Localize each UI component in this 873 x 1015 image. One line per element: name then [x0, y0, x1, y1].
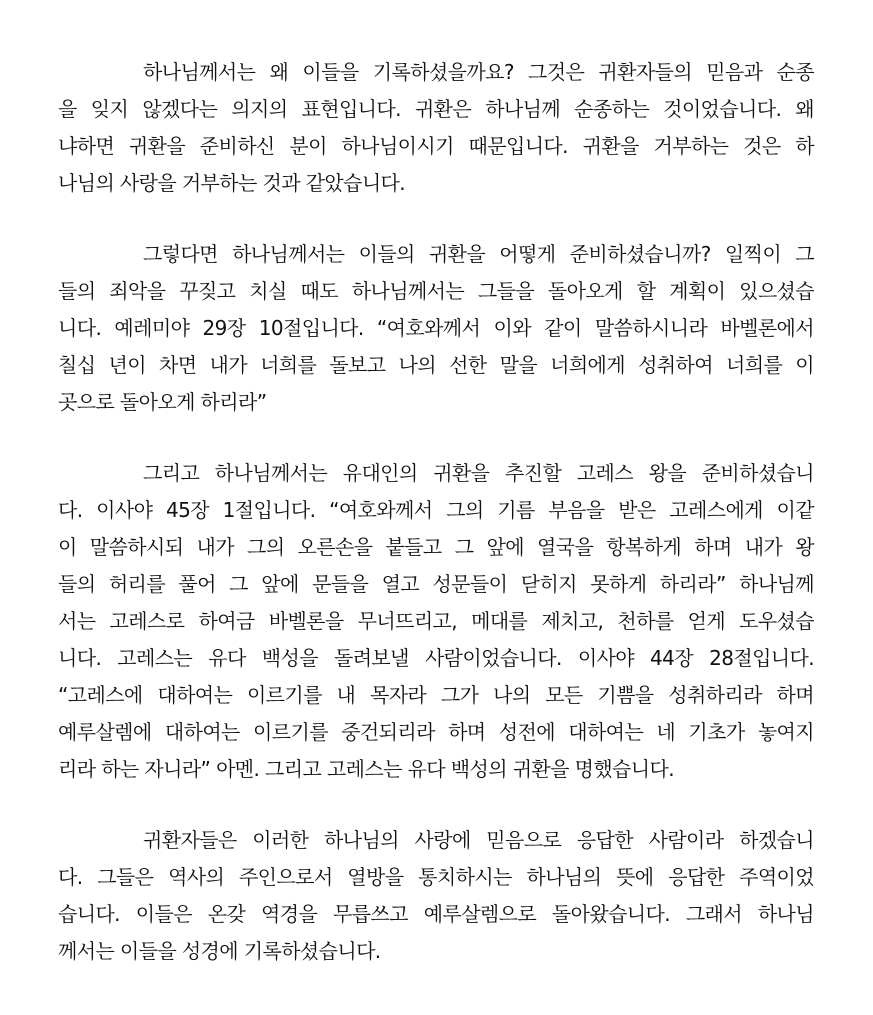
text-line: 들의 죄악을 꾸짖고 치실 때도 하나님께서는 그들을 돌아오게 할 계획이 있으셨습 — [58, 279, 814, 303]
text-line: 예루살렘에 대하여는 이르기를 중건되리라 하며 성전에 대하여는 네 기초가 놓여지 — [58, 720, 814, 744]
text-line: 들의 허리를 풀어 그 앞에 문들을 열고 성문들이 닫히지 못하게 하리라” 하나님께 — [58, 572, 814, 596]
paragraph-1 — [58, 54, 814, 202]
text-line: 나님의 사랑을 거부하는 것과 같았습니다. — [58, 171, 406, 195]
text-line: 곳으로 돌아오게 하리라” — [58, 390, 267, 414]
text-line: 그리고 하나님께서는 유대인의 귀환을 추진할 고레스 왕을 준비하셨습니 — [143, 461, 814, 485]
text-line: 칠십 년이 차면 내가 너희를 돌보고 나의 선한 말을 너희에게 성취하여 너희를 이 — [58, 353, 814, 377]
text-line: 다. 그들은 역사의 주인으로서 열방을 통치하시는 하나님의 뜻에 응답한 주역이었 — [58, 865, 814, 889]
text-line: 니다. 고레스는 유다 백성을 돌려보낼 사람이었습니다. 이사야 44장 28절입니다. — [58, 646, 814, 670]
text-line: 이 말씀하시되 내가 그의 오른손을 붙들고 그 앞에 열국을 항복하게 하며 내가 왕 — [58, 535, 814, 559]
text-line: “고레스에 대하여는 이르기를 내 목자라 그가 나의 모든 기쁨을 성취하리라 하며 — [58, 683, 814, 707]
text-line: 서는 고레스로 하여금 바벨론을 무너뜨리고, 메대를 제치고, 천하를 얻게 도우셨습 — [58, 609, 814, 633]
document-body — [58, 54, 814, 1004]
text-line: 하나님께서는 왜 이들을 기록하셨을까요? 그것은 귀환자들의 믿음과 순종 — [143, 60, 814, 84]
paragraph-2 — [58, 236, 814, 421]
text-line: 을 잊지 않겠다는 의지의 표현입니다. 귀환은 하나님께 순종하는 것이었습니다. 왜 — [58, 97, 814, 121]
text-line: 다. 이사야 45장 1절입니다. “여호와께서 그의 기름 부음을 받은 고레스에게 이같 — [58, 498, 814, 522]
text-line: 니다. 예레미야 29장 10절입니다. “여호와께서 이와 같이 말씀하시니라 바벨론에서 — [58, 316, 814, 340]
text-line: 습니다. 이들은 온갖 역경을 무릅쓰고 예루살렘으로 돌아왔습니다. 그래서 하나님 — [58, 902, 814, 926]
paragraph-3 — [58, 455, 814, 788]
text-line: 께서는 이들을 성경에 기록하셨습니다. — [58, 939, 381, 963]
text-line: 그렇다면 하나님께서는 이들의 귀환을 어떻게 준비하셨습니까? 일찍이 그 — [143, 242, 814, 266]
text-line: 냐하면 귀환을 준비하신 분이 하나님이시기 때문입니다. 귀환을 거부하는 것은 하 — [58, 134, 814, 158]
text-line: 귀환자들은 이러한 하나님의 사랑에 믿음으로 응답한 사람이라 하겠습니 — [143, 828, 814, 852]
paragraph-4 — [58, 822, 814, 970]
text-line: 리라 하는 자니라” 아멘. 그리고 고레스는 유다 백성의 귀환을 명했습니다. — [58, 757, 674, 781]
